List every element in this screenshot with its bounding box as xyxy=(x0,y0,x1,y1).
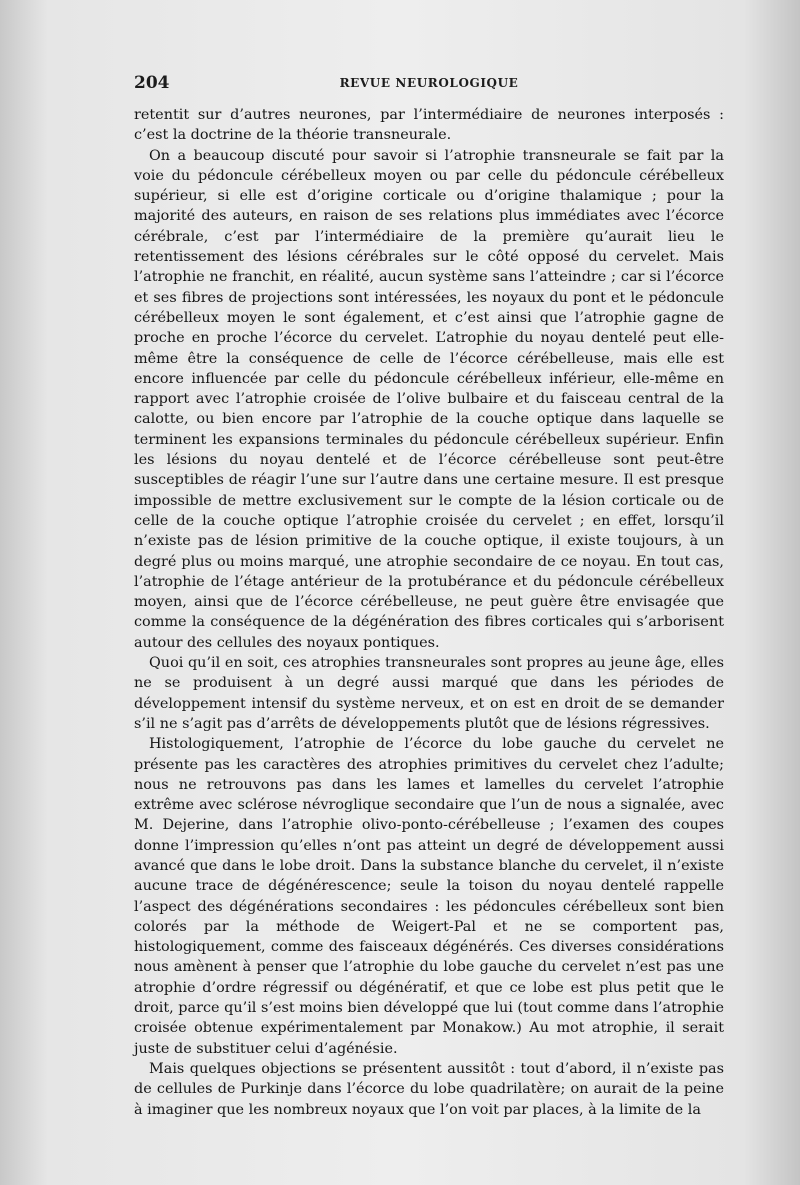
paragraph: Quoi qu’il en soit, ces atrophies transneurales sont propres au jeune âge, elles ne se produisent à un degré aussi marqué que dans les périodes de développement intensif du système nerveux, et on est en droit de se demander s’il ne s’agit pas d’arrêts de développements plutôt que de lésions régressives. xyxy=(134,655,724,732)
running-head xyxy=(134,73,724,93)
page-number: 204 xyxy=(134,73,170,93)
paragraph: Histologiquement, l’atrophie de l’écorce du lobe gauche du cervelet ne présente pas les caractères des atrophies primitives du cervelet chez l’adulte; nous ne retrouvons pas dans les lames et lamelles du cervelet l’atrophie extrême avec sclérose névroglique secondaire que l’un de nous a signalée, avec M. Dejerine, dans l’atrophie olivo-ponto-cérébelleuse ; l’examen des coupes donne l’impression qu’elles n’ont pas atteint un degré de développement aussi avancé que dans le lobe droit. Dans la substance blanche du cervelet, il n’existe aucune trace de dégénérescence; seule la toison du noyau dentelé rappelle l’aspect des dégénérations secondaires : les pédoncules cérébelleux sont bien colorés par la méthode de Weigert-Pal et ne se comportent pas, histologiquement, comme des faisceaux dégénérés. Ces diverses considérations nous amènent à penser que l’atrophie du lobe gauche du cervelet n’est pas une atrophie d’ordre régressif ou dégénératif, et que ce lobe est plus petit que le droit, parce qu’il s’est moins bien développé que lui (tout comme dans l’atrophie croisée obtenue expérimentalement par Monakow.) Au mot atrophie, il serait juste de substituer celui d’agénésie. xyxy=(134,736,724,1057)
paragraph: Mais quelques objections se présentent aussitôt : tout d’abord, il n’existe pas de cellules de Purkinje dans l’écorce du lobe quadrilatère; on aurait de la peine à imaginer que les nombreux noyaux que l’on voit par places, à la limite de la xyxy=(134,1060,724,1118)
paragraph: On a beaucoup discuté pour savoir si l’atrophie transneurale se fait par la voie du pédoncule cérébelleux moyen ou par celle du pédoncule cérébelleux supérieur, si elle est d’origine corticale ou d’origine thalamique ; pour la majorité des auteurs, en raison de ses relations plus immédiates avec l’écorce cérébrale, c’est par l’intermédiaire de la première qu’aurait lieu le retentissement des lésions cérébrales sur le côté opposé du cervelet. Mais l’atrophie ne franchit, en réalité, aucun système sans l’atteindre ; car si l’écorce et ses fibres de projections sont intéressées, les noyaux du pont et le pédoncule cérébelleux moyen le sont également, et c’est ainsi que l’atrophie gagne de proche en proche l’écorce du cervelet. L’atrophie du noyau dentelé peut elle-même être la conséquence de celle de l’écorce cérébelleuse, mais elle est encore influencée par celle du pédoncule cérébelleux inférieur, elle-même en rapport avec l’atrophie croisée de l’olive bulbaire et du faisceau central de la calotte, ou bien encore par l’atrophie de la couche optique dans laquelle se terminent les expansions terminales du pédoncule cérébelleux supérieur. Enfin les lésions du noyau dentelé et de l’écorce cérébelleuse sont peut-être susceptibles de réagir l’une sur l’autre dans une certaine mesure. Il est presque impossible de mettre exclusivement sur le compte de la lésion corticale ou de celle de la couche optique l’atrophie croisée du cervelet ; en effet, lorsqu’il n’existe pas de lésion primitive de la couche optique, il existe toujours, à un degré plus ou moins marqué, une atrophie secondaire de ce noyau. En tout cas, l’atrophie de l’étage antérieur de la protubérance et du pédoncule cérébelleux moyen, ainsi que de l’écorce cérébelleuse, ne peut guère être envisagée que comme la conséquence de la dégénération des fibres corticales qui s’arborisent autour des cellules des noyaux pontiques. xyxy=(134,147,724,651)
paragraph-continuation: retentit sur d’autres neurones, par l’intermédiaire de neurones interposés : c’est la doctrine de la théorie transneurale. xyxy=(134,107,724,144)
article-body xyxy=(134,105,724,1120)
journal-title: REVUE NEUROLOGIQUE xyxy=(339,76,519,90)
